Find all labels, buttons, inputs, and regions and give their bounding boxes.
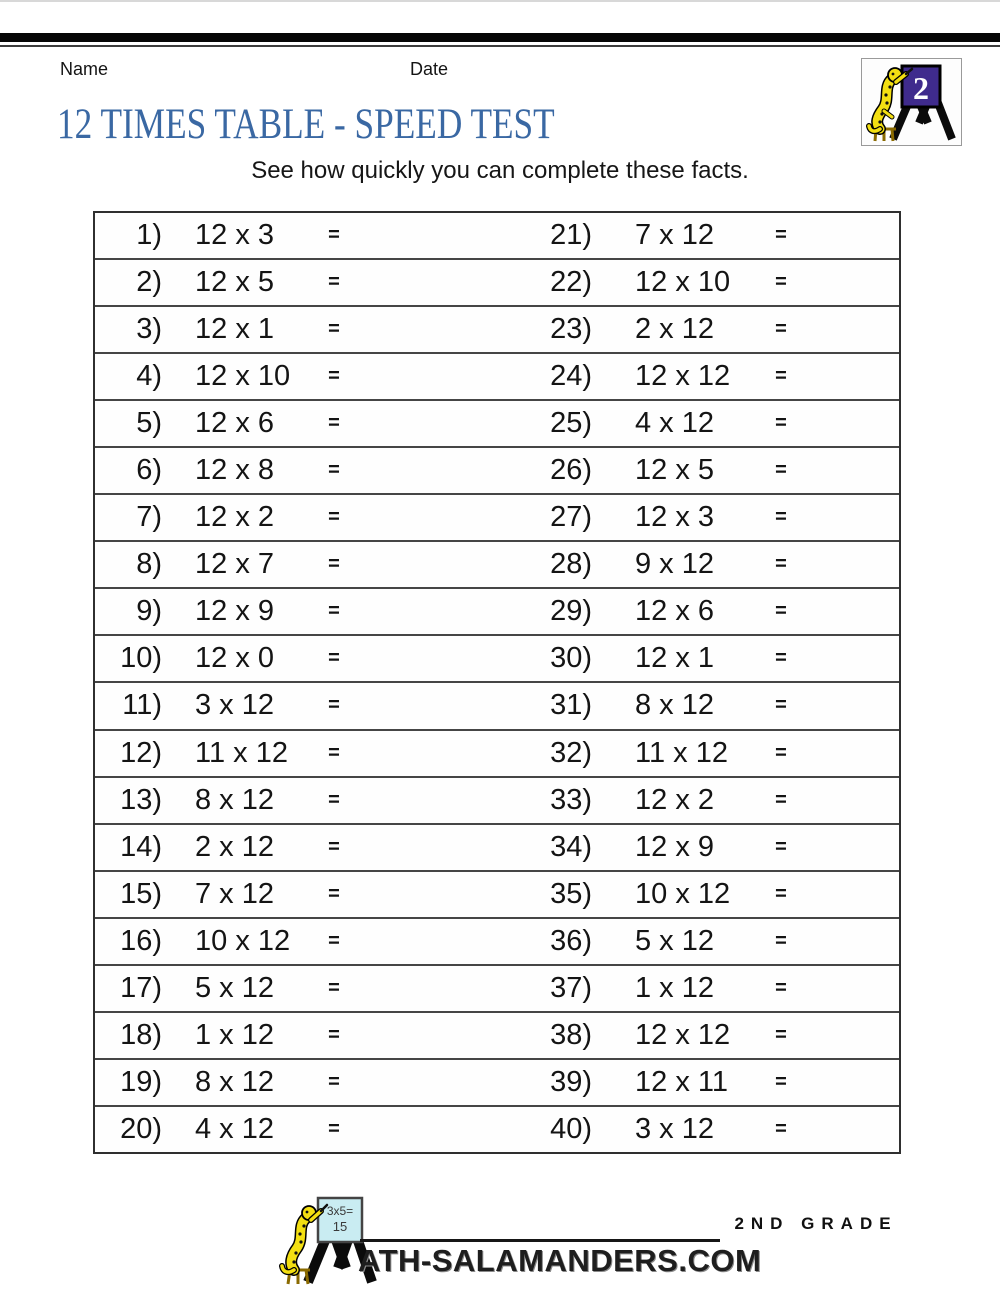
- question-problem: 12 x 0: [195, 642, 274, 675]
- question-problem: 12 x 8: [195, 454, 274, 487]
- table-row: [95, 352, 899, 399]
- question-number: 12): [120, 736, 162, 769]
- question-problem: 11 x 12: [635, 736, 728, 769]
- question-number: 26): [550, 454, 592, 487]
- page-title: 12 TIMES TABLE - SPEED TEST: [57, 101, 555, 148]
- table-row: [95, 917, 899, 964]
- equals-sign: =: [775, 788, 787, 811]
- question-problem: 12 x 1: [635, 642, 714, 675]
- question-number: 23): [550, 313, 592, 346]
- question-problem: 3 x 12: [635, 1112, 714, 1145]
- question-number: 38): [550, 1018, 592, 1051]
- question-problem: 12 x 11: [635, 1065, 728, 1098]
- question-number: 8): [136, 548, 162, 581]
- top-rule-thin: [0, 45, 1000, 47]
- question-number: 18): [120, 1018, 162, 1051]
- question-problem: 12 x 12: [635, 360, 731, 393]
- table-row: [95, 681, 899, 728]
- board-line1: 3x5=: [326, 1204, 354, 1218]
- equals-sign: =: [775, 553, 787, 576]
- equals-sign: =: [775, 271, 787, 294]
- equals-sign: =: [328, 929, 340, 952]
- table-row: [95, 540, 899, 587]
- question-number: 34): [550, 830, 592, 863]
- question-problem: 12 x 9: [635, 830, 714, 863]
- question-number: 39): [550, 1065, 592, 1098]
- page-top-edge: [0, 0, 1000, 2]
- question-number: 2): [136, 266, 162, 299]
- question-problem: 3 x 12: [195, 689, 274, 722]
- question-number: 35): [550, 877, 592, 910]
- footer-underline: [360, 1239, 720, 1242]
- question-problem: 8 x 12: [635, 689, 714, 722]
- equals-sign: =: [328, 318, 340, 341]
- equals-sign: =: [328, 224, 340, 247]
- question-number: 19): [120, 1065, 162, 1098]
- equals-sign: =: [328, 741, 340, 764]
- question-number: 32): [550, 736, 592, 769]
- table-row: [95, 870, 899, 917]
- question-problem: 9 x 12: [635, 548, 714, 581]
- question-number: 24): [550, 360, 592, 393]
- question-problem: 12 x 12: [635, 1018, 731, 1051]
- grade-text: 2ND GRADE: [734, 1214, 898, 1233]
- equals-sign: =: [775, 929, 787, 952]
- equals-sign: =: [775, 647, 787, 670]
- equals-sign: =: [775, 976, 787, 999]
- question-problem: 12 x 5: [195, 266, 274, 299]
- question-problem: 1 x 12: [195, 1018, 274, 1051]
- table-row: [95, 823, 899, 870]
- question-problem: 12 x 10: [635, 266, 731, 299]
- equals-sign: =: [775, 882, 787, 905]
- question-number: 16): [120, 924, 162, 957]
- question-number: 4): [136, 360, 162, 393]
- question-number: 27): [550, 501, 592, 534]
- question-number: 28): [550, 548, 592, 581]
- equals-sign: =: [328, 1117, 340, 1140]
- grade-logo-badge: [861, 58, 962, 146]
- question-problem: 8 x 12: [195, 1065, 274, 1098]
- question-number: 30): [550, 642, 592, 675]
- question-problem: 11 x 12: [195, 736, 288, 769]
- equals-sign: =: [775, 1117, 787, 1140]
- question-number: 36): [550, 924, 592, 957]
- equals-sign: =: [328, 553, 340, 576]
- question-number: 14): [120, 830, 162, 863]
- equals-sign: =: [328, 459, 340, 482]
- date-label: Date: [410, 59, 449, 79]
- question-problem: 5 x 12: [635, 924, 714, 957]
- table-row: [95, 305, 899, 352]
- question-number: 31): [550, 689, 592, 722]
- equals-sign: =: [328, 600, 340, 623]
- table-row: [95, 1011, 899, 1058]
- question-problem: 2 x 12: [195, 830, 274, 863]
- table-row: [95, 1105, 899, 1152]
- equals-sign: =: [328, 506, 340, 529]
- table-row: [95, 258, 899, 305]
- question-problem: 4 x 12: [195, 1112, 274, 1145]
- equals-sign: =: [328, 976, 340, 999]
- table-row: [95, 446, 899, 493]
- question-number: 37): [550, 971, 592, 1004]
- site-text: ATH-SALAMANDERS.COM: [358, 1243, 762, 1278]
- question-problem: 12 x 1: [195, 313, 274, 346]
- question-problem: 12 x 9: [195, 595, 274, 628]
- table-row: [95, 1058, 899, 1105]
- question-number: 5): [136, 407, 162, 440]
- question-number: 15): [120, 877, 162, 910]
- equals-sign: =: [775, 1023, 787, 1046]
- question-table: [93, 211, 901, 1154]
- equals-sign: =: [328, 694, 340, 717]
- question-problem: 12 x 10: [195, 360, 291, 393]
- equals-sign: =: [328, 647, 340, 670]
- name-label: Name: [60, 59, 109, 79]
- question-problem: 12 x 3: [635, 501, 714, 534]
- equals-sign: =: [775, 835, 787, 858]
- question-number: 17): [120, 971, 162, 1004]
- question-problem: 12 x 2: [635, 783, 714, 816]
- question-number: 40): [550, 1112, 592, 1145]
- grade-number: 2: [913, 70, 929, 106]
- question-number: 21): [550, 219, 592, 252]
- footer-logo: [276, 1194, 898, 1286]
- question-number: 3): [136, 313, 162, 346]
- equals-sign: =: [328, 1023, 340, 1046]
- equals-sign: =: [775, 318, 787, 341]
- question-problem: 4 x 12: [635, 407, 714, 440]
- question-problem: 5 x 12: [195, 971, 274, 1004]
- board-line2: 15: [332, 1219, 348, 1234]
- table-row: [95, 776, 899, 823]
- subtitle: See how quickly you can complete these facts.: [251, 157, 749, 184]
- question-problem: 10 x 12: [195, 924, 291, 957]
- question-problem: 7 x 12: [635, 219, 714, 252]
- equals-sign: =: [328, 788, 340, 811]
- question-number: 7): [136, 501, 162, 534]
- question-problem: 7 x 12: [195, 877, 274, 910]
- question-number: 13): [120, 783, 162, 816]
- table-row: [95, 729, 899, 776]
- question-problem: 12 x 5: [635, 454, 714, 487]
- salamander-easel-icon: [862, 59, 961, 145]
- question-problem: 12 x 6: [635, 595, 714, 628]
- equals-sign: =: [775, 1070, 787, 1093]
- equals-sign: =: [328, 835, 340, 858]
- equals-sign: =: [775, 741, 787, 764]
- question-problem: 12 x 6: [195, 407, 274, 440]
- table-row: [95, 587, 899, 634]
- question-number: 10): [120, 642, 162, 675]
- question-problem: 1 x 12: [635, 971, 714, 1004]
- table-row: [95, 493, 899, 540]
- equals-sign: =: [775, 459, 787, 482]
- table-row: [95, 964, 899, 1011]
- equals-sign: =: [328, 412, 340, 435]
- question-number: 9): [136, 595, 162, 628]
- top-rule-thick: [0, 33, 1000, 42]
- equals-sign: =: [775, 694, 787, 717]
- question-number: 25): [550, 407, 592, 440]
- question-problem: 2 x 12: [635, 313, 714, 346]
- table-row: [95, 213, 899, 258]
- table-row: [95, 399, 899, 446]
- question-number: 29): [550, 595, 592, 628]
- question-problem: 12 x 3: [195, 219, 274, 252]
- equals-sign: =: [775, 365, 787, 388]
- table-row: [95, 634, 899, 681]
- question-problem: 10 x 12: [635, 877, 731, 910]
- equals-sign: =: [328, 365, 340, 388]
- question-number: 1): [136, 219, 162, 252]
- equals-sign: =: [775, 412, 787, 435]
- equals-sign: =: [775, 224, 787, 247]
- equals-sign: =: [775, 600, 787, 623]
- equals-sign: =: [328, 271, 340, 294]
- question-problem: 8 x 12: [195, 783, 274, 816]
- question-problem: 12 x 2: [195, 501, 274, 534]
- question-number: 20): [120, 1112, 162, 1145]
- question-number: 6): [136, 454, 162, 487]
- equals-sign: =: [328, 1070, 340, 1093]
- question-number: 11): [122, 689, 162, 722]
- question-number: 22): [550, 266, 592, 299]
- question-problem: 12 x 7: [195, 548, 274, 581]
- equals-sign: =: [775, 506, 787, 529]
- equals-sign: =: [328, 882, 340, 905]
- question-number: 33): [550, 783, 592, 816]
